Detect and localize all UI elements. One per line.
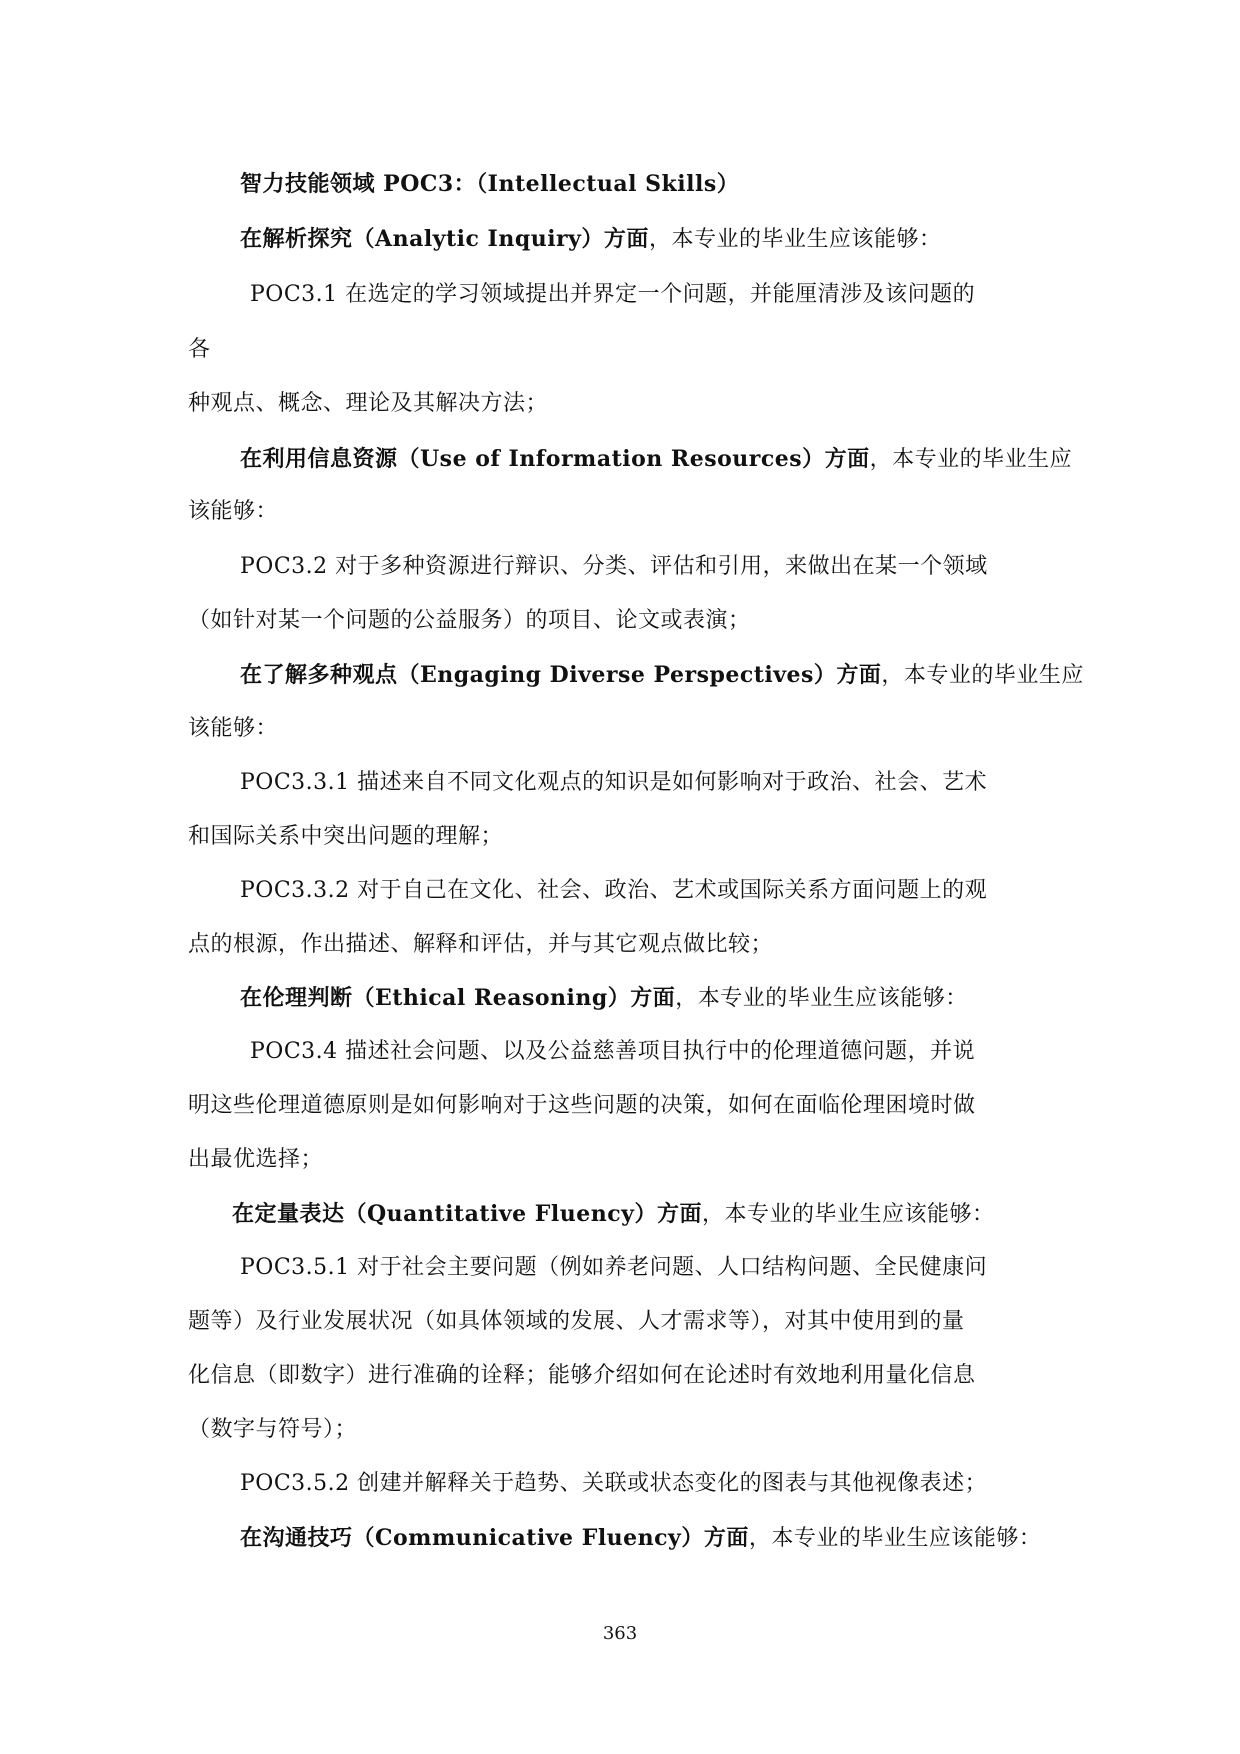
line-text: 化信息（即数字）进行准确的诠释；能够介绍如何在论述时有效地利用量化信息 xyxy=(188,1363,976,1388)
line-text: ，本专业的毕业生应该能够： xyxy=(648,227,942,252)
line-text: ，本专业的毕业生应该能够： xyxy=(675,986,968,1011)
paragraph-line xyxy=(188,1145,323,1175)
line-text: 明这些伦理道德原则是如何影响对于这些问题的决策，如何在面临伦理困境时做 xyxy=(188,1093,976,1118)
line-bold: 在沟通技巧（Communicative Fluency）方面 xyxy=(240,1525,749,1551)
heading-communicative-fluency xyxy=(240,1523,1041,1554)
paragraph-line xyxy=(240,1253,987,1283)
line-text: POC3.3.2 对于自己在文化、社会、政治、艺术或国际关系方面问题上的观 xyxy=(240,878,988,903)
heading-intellectual-skills xyxy=(240,169,739,200)
heading-information-resources xyxy=(240,444,1072,475)
line-text: POC3.3.1 描述来自不同文化观点的知识是如何影响对于政治、社会、艺术 xyxy=(240,770,988,795)
line-text: 种观点、概念、理论及其解决方法； xyxy=(188,391,549,416)
line-text: 出最优选择； xyxy=(188,1147,324,1172)
paragraph-line xyxy=(188,1307,965,1337)
paragraph-line xyxy=(250,280,975,310)
line-bold: 智力技能领域 POC3：（Intellectual Skills） xyxy=(240,171,740,197)
paragraph-line xyxy=(188,1091,976,1121)
line-text: POC3.5.2 创建并解释关于趋势、关联或状态变化的图表与其他视像表述； xyxy=(240,1471,988,1496)
line-text: POC3.2 对于多种资源进行辩识、分类、评估和引用，来做出在某一个领域 xyxy=(240,554,988,579)
paragraph-line xyxy=(188,389,548,419)
paragraph-line xyxy=(188,606,751,636)
paragraph-line xyxy=(240,768,987,798)
line-text: 点的根源，作出描述、解释和评估，并与其它观点做比较； xyxy=(188,932,774,957)
heading-quantitative-fluency xyxy=(232,1199,994,1230)
paragraph-line xyxy=(188,714,278,744)
line-text: ，本专业的毕业生应该能够： xyxy=(748,1526,1042,1551)
page-number: 363 xyxy=(602,1623,638,1644)
paragraph-line xyxy=(240,552,988,582)
line-text: ，本专业的毕业生应 xyxy=(869,447,1073,472)
paragraph-line xyxy=(250,1037,975,1067)
line-bold: 在了解多种观点（Engaging Diverse Perspectives）方面 xyxy=(240,662,882,688)
heading-diverse-perspectives xyxy=(240,660,1084,691)
paragraph-line xyxy=(240,876,987,906)
paragraph-line xyxy=(188,1361,976,1391)
line-text: POC3.1 在选定的学习领域提出并界定一个问题，并能厘清涉及该问题的 xyxy=(250,282,976,307)
paragraph-line xyxy=(188,335,211,365)
paragraph-line xyxy=(188,1415,357,1445)
line-text: ，本专业的毕业生应该能够： xyxy=(701,1202,995,1227)
line-bold: 在利用信息资源（Use of Information Resources）方面 xyxy=(240,446,870,472)
line-text: POC3.5.1 对于社会主要问题（例如养老问题、人口结构问题、全民健康问 xyxy=(240,1255,988,1280)
line-bold: 在解析探究（Analytic Inquiry）方面 xyxy=(240,226,649,252)
line-text: 该能够： xyxy=(188,499,279,524)
paragraph-line xyxy=(240,1469,987,1499)
paragraph-line xyxy=(188,497,278,527)
line-text: ，本专业的毕业生应 xyxy=(881,663,1084,688)
line-bold: 在定量表达（Quantitative Fluency）方面 xyxy=(232,1201,702,1227)
paragraph-line xyxy=(188,930,773,960)
heading-ethical-reasoning xyxy=(240,983,968,1014)
line-text: （如针对某一个问题的公益服务）的项目、论文或表演； xyxy=(188,608,751,633)
line-bold: 在伦理判断（Ethical Reasoning）方面 xyxy=(240,985,676,1011)
line-text: 和国际关系中突出问题的理解； xyxy=(188,824,504,849)
line-text: 该能够： xyxy=(188,716,279,741)
line-text: （数字与符号）； xyxy=(188,1417,358,1442)
line-text: POC3.4 描述社会问题、以及公益慈善项目执行中的伦理道德问题，并说 xyxy=(250,1039,976,1064)
heading-analytic-inquiry xyxy=(240,224,941,255)
paragraph-line xyxy=(188,822,503,852)
line-text: 各 xyxy=(188,337,211,362)
line-text: 题等）及行业发展状况（如具体领域的发展、人才需求等），对其中使用到的量 xyxy=(188,1309,965,1334)
